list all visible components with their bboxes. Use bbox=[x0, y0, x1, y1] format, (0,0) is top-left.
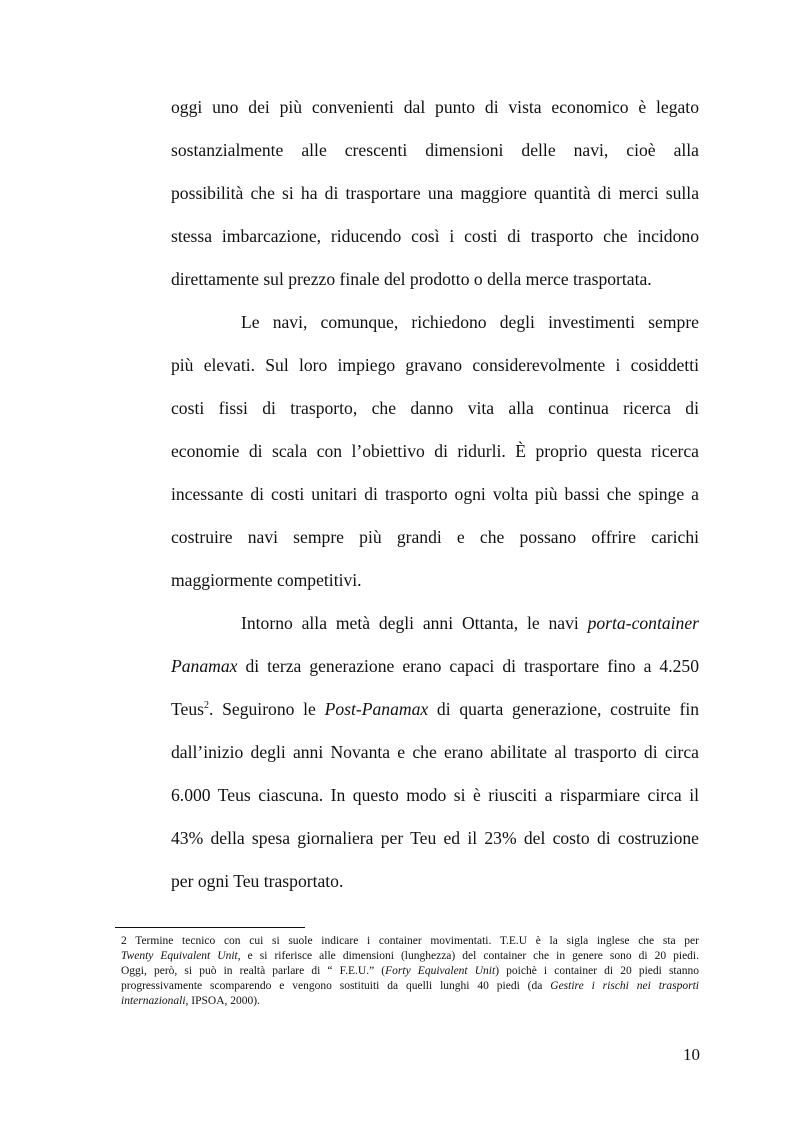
text-run: economie di scala con l’obiettivo di ridurli. È proprio questa ricerca bbox=[171, 441, 699, 461]
text-run: di quarta generazione, costruite fin bbox=[428, 699, 700, 719]
text-run: costruire navi sempre più grandi e che possano offrire carichi bbox=[171, 527, 699, 547]
text-run: , e si riferisce alle dimensioni (lunghezza) del container che in genere sono di 20 piedi. bbox=[237, 950, 699, 962]
text-run: incessante di costi unitari di trasporto ogni volta più bassi che spinge a bbox=[171, 484, 699, 504]
italic-text: Post-Panamax bbox=[324, 699, 429, 719]
text-line bbox=[171, 861, 699, 904]
text-line bbox=[171, 173, 699, 216]
text-line bbox=[171, 732, 699, 775]
text-line bbox=[171, 431, 699, 474]
footnote-line bbox=[121, 934, 699, 949]
text-run: per ogni Teu trasportato. bbox=[171, 871, 344, 891]
footnote-separator bbox=[115, 927, 305, 928]
text-line bbox=[171, 689, 699, 732]
footnote-line bbox=[121, 979, 699, 994]
italic-text: Twenty Equivalent Unit bbox=[121, 950, 238, 962]
text-line bbox=[171, 87, 699, 130]
text-line bbox=[171, 474, 699, 517]
text-line bbox=[171, 603, 699, 646]
text-run: direttamente sul prezzo finale del prodotto o della merce trasportata. bbox=[171, 269, 652, 289]
text-run: sostanzialmente alle crescenti dimensioni delle navi, cioè alla bbox=[171, 140, 699, 160]
text-line bbox=[171, 818, 699, 861]
text-run: 43% della spesa giornaliera per Teu ed il 23% del costo di costruzione bbox=[171, 828, 699, 848]
text-run: Intorno alla metà degli anni Ottanta, le navi bbox=[241, 613, 588, 633]
text-line bbox=[171, 560, 699, 603]
text-line bbox=[171, 646, 699, 689]
text-run: possibilità che si ha di trasportare una maggiore quantità di merci sulla bbox=[171, 183, 699, 203]
footnote-line bbox=[121, 964, 699, 979]
text-run: 6.000 Teus ciascuna. In questo modo si è riusciti a risparmiare circa il bbox=[171, 785, 699, 805]
italic-text: internazionali bbox=[121, 995, 186, 1007]
text-run: costi fissi di trasporto, che danno vita alla continua ricerca di bbox=[171, 398, 699, 418]
text-run: Teus bbox=[171, 699, 204, 719]
body-text bbox=[171, 87, 699, 904]
text-run: oggi uno dei più convenienti dal punto di vista economico è legato bbox=[171, 97, 699, 117]
text-run: Le navi, comunque, richiedono degli investimenti sempre bbox=[241, 312, 699, 332]
text-run: dall’inizio degli anni Novanta e che erano abilitate al trasporto di circa bbox=[171, 742, 699, 762]
text-line bbox=[171, 517, 699, 560]
italic-text: Panamax bbox=[171, 656, 238, 676]
text-run: , IPSOA, 2000). bbox=[185, 995, 260, 1007]
text-line bbox=[171, 388, 699, 431]
footnote-line bbox=[121, 994, 699, 1009]
text-line bbox=[171, 302, 699, 345]
italic-text: porta-container bbox=[587, 613, 699, 633]
text-run: ) poichè i container di 20 piedi stanno bbox=[495, 965, 699, 977]
text-run: maggiormente competitivi. bbox=[171, 570, 362, 590]
text-line bbox=[171, 130, 699, 173]
footnote bbox=[121, 934, 699, 1009]
text-run: progressivamente scomparendo e vengono sostituiti da quelli lunghi 40 piedi (da bbox=[121, 980, 551, 992]
text-run: più elevati. Sul loro impiego gravano considerevolmente i cosiddetti bbox=[171, 355, 699, 375]
footnote-line bbox=[121, 949, 699, 964]
text-run: 2 Termine tecnico con cui si suole indicare i container movimentati. T.E.U è la sigla inglese che sta per bbox=[121, 935, 699, 947]
text-run: Oggi, però, si può in realtà parlare di “ F.E.U.” ( bbox=[121, 965, 386, 977]
text-line bbox=[171, 775, 699, 818]
text-line bbox=[171, 345, 699, 388]
footnote-marker: 2 bbox=[203, 700, 209, 712]
italic-text: Forty Equivalent Unit bbox=[385, 965, 496, 977]
text-run: stessa imbarcazione, riducendo così i costi di trasporto che incidono bbox=[171, 226, 699, 246]
italic-text: Gestire i rischi nei trasporti bbox=[550, 980, 699, 992]
page-number: 10 bbox=[683, 1045, 700, 1064]
text-run: . Seguirono le bbox=[208, 699, 325, 719]
text-line bbox=[171, 216, 699, 259]
text-line bbox=[171, 259, 699, 302]
text-run: di terza generazione erano capaci di trasportare fino a 4.250 bbox=[237, 656, 699, 676]
